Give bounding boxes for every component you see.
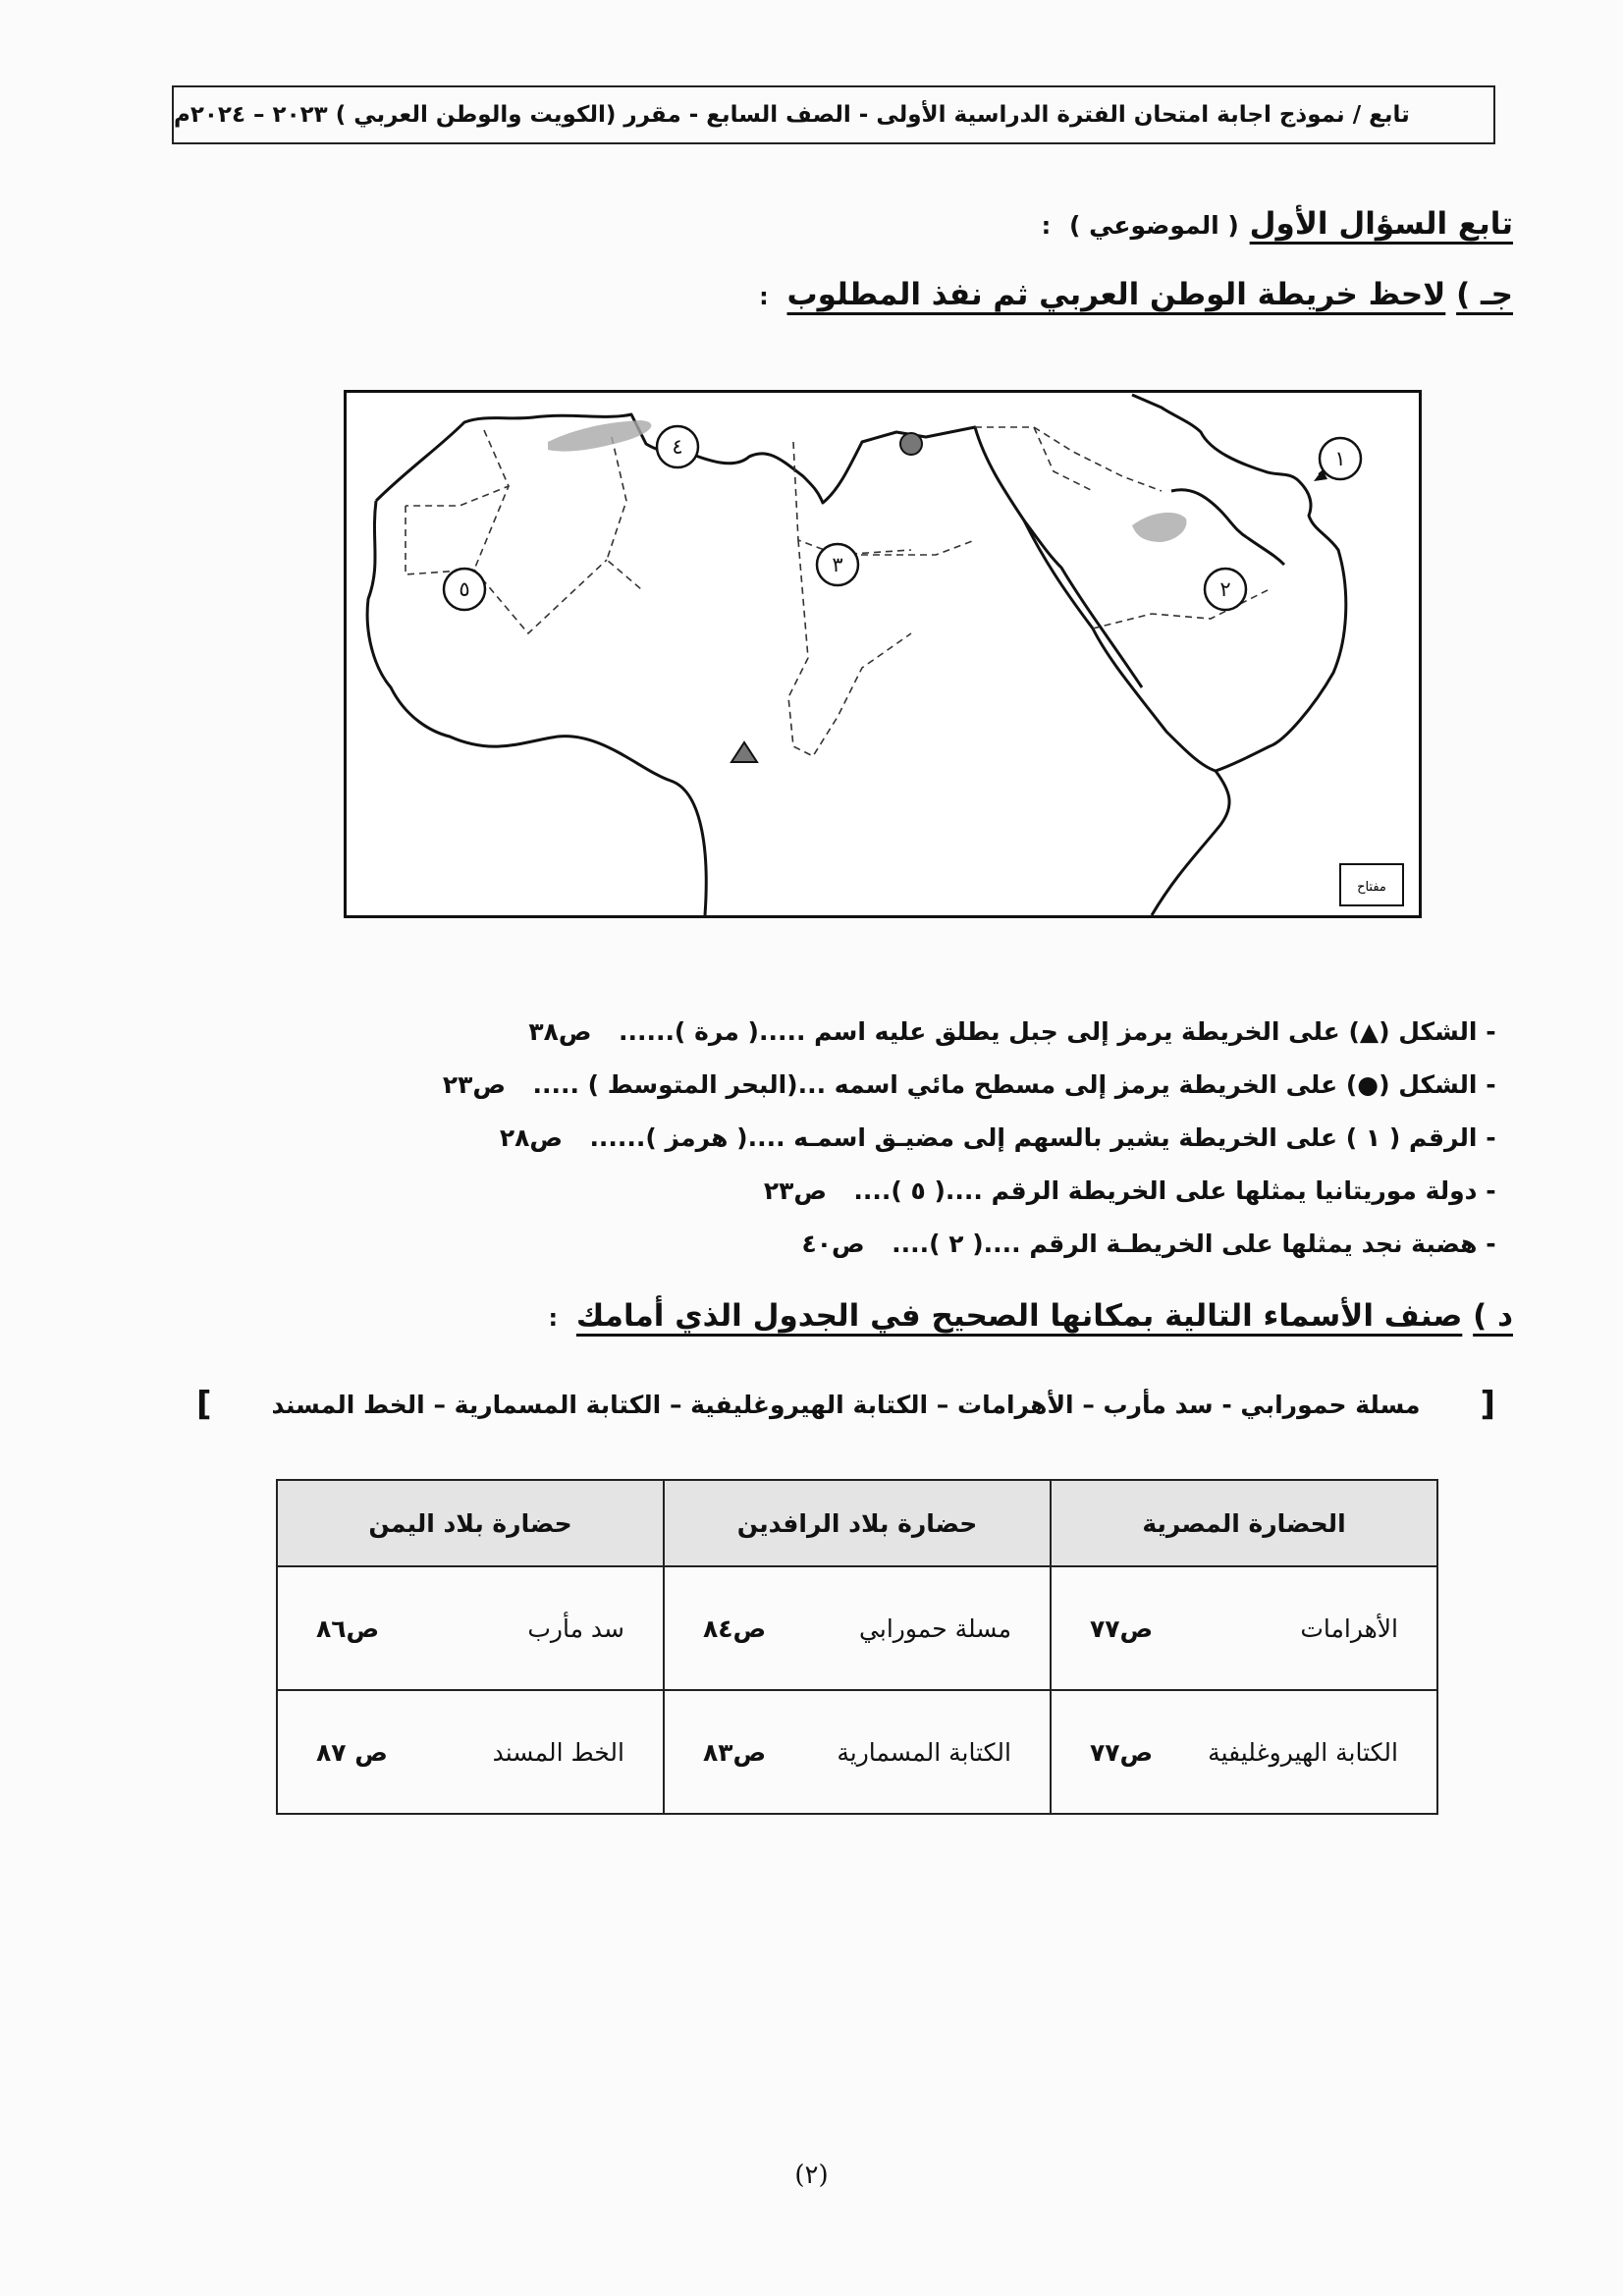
page-number: (٢)	[794, 2160, 829, 2190]
cell-name: الكتابة الهيروغليفية	[1208, 1737, 1398, 1767]
section-title-text: تابع السؤال الأول	[1249, 206, 1513, 242]
page-ref: ص٢٣	[763, 1176, 827, 1205]
names-close-bracket: ]	[196, 1385, 212, 1424]
table-row	[277, 1690, 1437, 1814]
cell-name: مسلة حمورابي	[859, 1613, 1011, 1643]
cell-name: الخط المسند	[492, 1737, 624, 1767]
circle-icon: ●	[1357, 1070, 1380, 1099]
map-marker-4: ٤	[672, 435, 683, 459]
table-header-row	[277, 1480, 1437, 1566]
page-ref: ص٢٨	[499, 1123, 564, 1152]
part-d-label: د )	[1473, 1298, 1513, 1334]
question-3: - الرقم ( ١ ) على الخريطة يشير بالسهم إلى مضيـق اسمـه ....( هرمز )...... ص٢٨	[499, 1123, 1496, 1152]
border-saudi-north	[1034, 427, 1093, 491]
border-sahel	[474, 560, 607, 633]
cell-name: سد مأرب	[527, 1613, 624, 1643]
part-c-heading	[759, 277, 1513, 312]
civilizations-table	[276, 1479, 1438, 1815]
marra-triangle-symbol	[731, 742, 757, 762]
map-gulf-coast	[1171, 490, 1284, 565]
cell-page: ص٨٣	[703, 1737, 767, 1767]
question-4: - دولة موريتانيا يمثلها على الخريطة الرقم ....( ٥ ).... ص٢٣	[763, 1176, 1496, 1205]
cell-page: ص٨٦	[316, 1613, 380, 1643]
border-algeria-libya	[607, 437, 641, 589]
border-mauritania	[406, 486, 509, 574]
header-yemeni: حضارة بلاد اليمن	[277, 1480, 664, 1566]
cell-page: ص٧٧	[1090, 1613, 1154, 1643]
part-d-title: صنف الأسماء التالية بمكانها الصحيح في الجدول الذي أمامك	[575, 1298, 1463, 1334]
cell-page: ص٧٧	[1090, 1737, 1154, 1767]
question-1: - الشكل (▲) على الخريطة يرمز إلى جبل يطلق عليه اسم .....( مرة )...... ص٣٨	[528, 1017, 1496, 1046]
cell-name: الكتابة المسمارية	[837, 1737, 1011, 1767]
header-mesopotamian: حضارة بلاد الرافدين	[664, 1480, 1051, 1566]
map-red-sea-east	[1024, 520, 1142, 687]
page-ref: ص٢٣	[442, 1070, 507, 1099]
header-title: تابع / نموذج اجابة امتحان الفترة الدراسية الأولى - الصف السابع - مقرر (الكويت والوطن العربي ) ٢٠٢٣ – ٢٠٢٤م	[174, 102, 1410, 128]
cell-page: ص٨٤	[703, 1613, 767, 1643]
page-header	[172, 85, 1495, 144]
map-coastline	[376, 395, 1346, 771]
part-d-heading	[549, 1298, 1514, 1334]
cell-name: الأهرامات	[1300, 1613, 1398, 1643]
table-row	[277, 1566, 1437, 1690]
part-c-title: لاحظ خريطة الوطن العربي ثم نفذ المطلوب	[786, 277, 1446, 312]
part-c-label: جـ )	[1456, 277, 1513, 312]
section-title-sub: ( الموضوعي )	[1069, 211, 1239, 240]
question-2: - الشكل (●) على الخريطة يرمز إلى مسطح مائي اسمه ...(البحر المتوسط ) ..... ص٢٣	[442, 1070, 1496, 1099]
border-morocco	[406, 430, 509, 506]
mediterranean-circle-symbol	[900, 433, 922, 455]
arab-world-map	[344, 390, 1422, 918]
map-horn-coast	[1152, 771, 1229, 915]
section-title-colon: :	[1041, 212, 1052, 240]
map-marker-5: ٥	[459, 577, 470, 601]
header-egyptian: الحضارة المصرية	[1051, 1480, 1437, 1566]
najd-plateau-shading	[1132, 513, 1186, 542]
map-marker-2: ٢	[1219, 577, 1231, 601]
atlas-mountains-shading	[548, 420, 651, 452]
section-title	[1042, 206, 1513, 242]
map-legend-text: مفتاح	[1357, 880, 1386, 895]
border-egypt-sudan	[838, 540, 975, 555]
border-levant	[975, 427, 1162, 491]
map-marker-3: ٣	[832, 553, 843, 576]
names-open-bracket: [	[1480, 1385, 1495, 1424]
part-d-colon: :	[548, 1304, 559, 1332]
map-marker-1: ١	[1334, 447, 1346, 470]
names-text: مسلة حمورابي - سد مأرب – الأهرامات – الكتابة الهيروغليفية – الكتابة المسمارية – الخط المسند	[271, 1390, 1421, 1419]
triangle-icon: ▲	[1359, 1017, 1380, 1046]
question-5: - هضبة نجد يمثلها على الخريطـة الرقم ....( ٢ ).... ص٤٠	[801, 1230, 1496, 1258]
cell-page: ص ٨٧	[316, 1737, 388, 1767]
names-list	[196, 1385, 1495, 1424]
page-ref: ص٤٠	[801, 1230, 865, 1258]
page-ref: ص٣٨	[528, 1017, 592, 1046]
map-west-africa-coast	[367, 501, 706, 915]
part-c-colon: :	[759, 283, 769, 310]
